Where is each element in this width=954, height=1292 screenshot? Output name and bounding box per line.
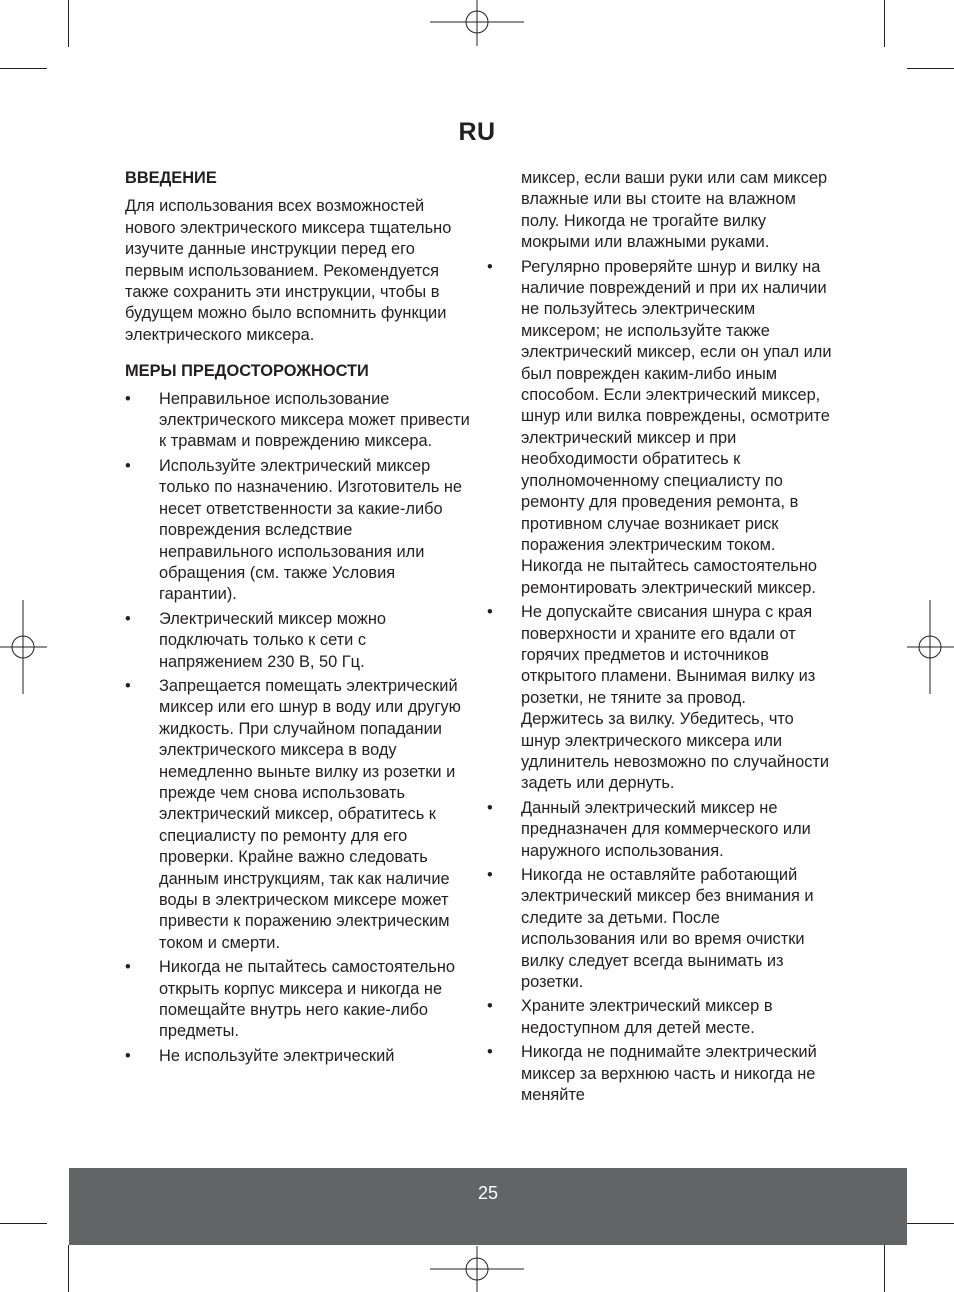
list-item xyxy=(125,957,470,1043)
crop-mark xyxy=(68,0,69,47)
list-item-text: Не используйте электрический xyxy=(159,1046,395,1065)
safety-list xyxy=(125,389,470,1068)
page-number: 25 xyxy=(477,1183,499,1203)
bullet-icon: • xyxy=(487,257,493,276)
list-item xyxy=(125,456,470,606)
list-item-text: Никогда не пытайтесь самостоятельно открыть корпус миксера и никогда не помещайте внутрь него какие-либо предметы. xyxy=(159,958,456,1041)
left-column xyxy=(125,168,470,1067)
footer-band xyxy=(69,1168,907,1245)
list-item-continuation xyxy=(487,168,832,254)
registration-mark-top xyxy=(430,0,524,47)
right-column xyxy=(487,168,832,1106)
bullet-icon: • xyxy=(487,866,493,884)
list-item xyxy=(487,865,832,993)
list-item-text: Неправильное использование электрического миксера может привести к травмам и повреждению миксера. xyxy=(159,389,470,451)
bullet-icon: • xyxy=(125,676,131,695)
list-item xyxy=(125,1046,470,1067)
list-item xyxy=(487,996,832,1039)
intro-heading: ВВЕДЕНИЕ xyxy=(125,169,217,187)
list-item-text: Никогда не поднимайте электрический миксер за верхнюю часть и никогда не меняйте xyxy=(521,1043,817,1105)
bullet-icon: • xyxy=(487,798,493,817)
safety-list-continued xyxy=(487,168,832,1106)
bullet-icon: • xyxy=(125,958,131,977)
list-item xyxy=(487,1042,832,1106)
list-item xyxy=(125,389,470,453)
registration-mark-bottom xyxy=(430,1245,524,1292)
list-item xyxy=(487,602,832,795)
bullet-icon: • xyxy=(487,603,493,622)
registration-mark-left xyxy=(0,600,47,694)
crop-mark xyxy=(907,1223,954,1224)
list-item-text: Регулярно проверяйте шнур и вилку на наличие повреждений и при их наличии не пользуйтесь электрическим миксером; не используйте также электрический миксер, если он упал или был поврежден каким-либо иным способом. Если электрический миксер, шнур или вилка повреждены, осмотрите электрический миксер и при необходимости обратитесь к уполномоченному специалисту по ремонту для проведения ремонта, в противном случае возникает риск поражения электрическим током. Никогда не пытайтесь самостоятельно ремонтировать электрический миксер. xyxy=(521,257,832,597)
bullet-icon: • xyxy=(125,456,131,475)
continuation-text: миксер, если ваши руки или сам миксер влажные или вы стоите на влажном полу. Никогда не трогайте вилку мокрыми или влажными руками. xyxy=(521,169,828,252)
list-item-text: Используйте электрический миксер только по назначению. Изготовитель не несет ответственности за какие-либо повреждения вследствие неправильного использования или обращения (см. также Условия гарантии). xyxy=(159,456,463,604)
crop-mark xyxy=(884,0,885,47)
bullet-icon: • xyxy=(125,609,131,628)
list-item-text: Не допускайте свисания шнура с края поверхности и храните его вдали от горячих предметов и источников открытого пламени. Вынимая вилку из розетки, не тяните за провод. Держитесь за вилку. Убедитесь, что шнур электрического миксера или удлинитель невозможно по случайности задеть или дернуть. xyxy=(521,603,830,793)
crop-mark xyxy=(884,1245,885,1292)
registration-mark-right xyxy=(907,600,954,694)
language-heading: RU xyxy=(458,118,496,146)
crop-mark xyxy=(907,68,954,69)
list-item-text: Храните электрический миксер в недоступном для детей месте. xyxy=(521,997,773,1037)
crop-mark xyxy=(0,68,47,69)
intro-paragraph: Для использования всех возможностей нового электрического миксера тщательно изучите данные инструкции перед его первым использованием. Рекомендуется также сохранить эти инструкции, чтобы в будущем можно было вспомнить функции электрического миксера. xyxy=(125,197,452,344)
bullet-icon: • xyxy=(125,1046,131,1065)
bullet-icon: • xyxy=(487,1043,493,1062)
list-item xyxy=(125,609,470,673)
list-item-text: Данный электрический миксер не предназначен для коммерческого или наружного использования. xyxy=(521,798,811,860)
list-item xyxy=(487,257,832,600)
safety-heading: МЕРЫ ПРЕДОСТОРОЖНОСТИ xyxy=(125,362,369,381)
list-item-text: Электрический миксер можно подключать только к сети с напряжением 230 В, 50 Гц. xyxy=(159,609,387,671)
bullet-icon: • xyxy=(487,997,493,1016)
list-item-text: Никогда не оставляйте работающий электрический миксер без внимания и следите за детьми. После использования или во время очистки вилку следует всегда вынимать из розетки. xyxy=(521,866,814,992)
list-item-text: Запрещается помещать электрический миксер или его шнур в воду или другую жидкость. При случайном попадании электрического миксера в воду немедленно выньте вилку из розетки и прежде чем снова использовать электрический миксер, обратитесь к специалисту по ремонту для его проверки. Крайне важно следовать данным инструкциям, так как наличие воды в электрическом миксере может привести к поражению электрическим током и смерти. xyxy=(159,676,461,952)
crop-mark xyxy=(0,1223,47,1224)
bullet-icon: • xyxy=(125,389,131,408)
crop-mark xyxy=(68,1245,69,1292)
list-item xyxy=(125,676,470,954)
list-item xyxy=(487,798,832,862)
